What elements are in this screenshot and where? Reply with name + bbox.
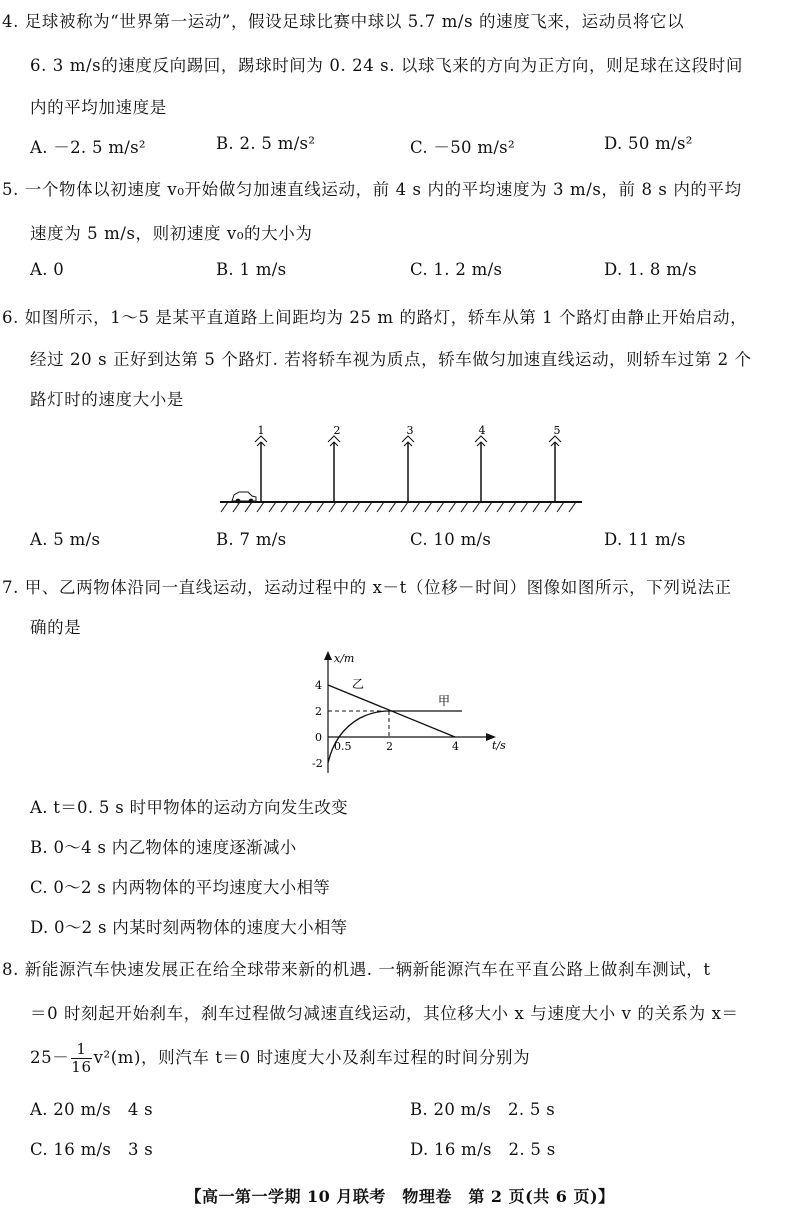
q8-stem-line3: [30, 1038, 530, 1078]
q8-option-d: D. 16 m/s 2. 5 s: [410, 1140, 556, 1159]
q4-stem-line2: 6. 3 m/s的速度反向踢回，踢球时间为 0. 24 s. 以球飞来的方向为正方向，则足球在这段时间: [30, 56, 743, 75]
lamp-label-3: 3: [406, 424, 414, 437]
q6-option-b: B. 7 m/s: [216, 530, 287, 549]
q8-option-c: C. 16 m/s 3 s: [30, 1140, 154, 1159]
q5-option-a: A. 0: [30, 260, 65, 279]
q5-stem-line1: 5. 一个物体以初速度 v₀开始做匀加速直线运动，前 4 s 内的平均速度为 3 m/s，前 8 s 内的平均: [2, 180, 742, 199]
q4-option-b: B. 2. 5 m/s²: [216, 134, 316, 153]
q5-option-c: C. 1. 2 m/s: [410, 260, 503, 279]
q7-stem-line2: 确的是: [30, 618, 82, 637]
street-lamp-4: [475, 424, 487, 502]
y-tick-neg2: -2: [312, 757, 323, 770]
q8-formula-suffix: v²(m)，则汽车 t＝0 时速度大小及刹车过程的时间分别为: [93, 1048, 531, 1067]
lamp-label-2: 2: [333, 424, 341, 437]
q6-option-c: C. 10 m/s: [410, 530, 492, 549]
q8-stem-line1: 8. 新能源汽车快速发展正在给全球带来新的机遇. 一辆新能源汽车在平直公路上做刹车测试，t: [2, 960, 711, 979]
lamp-label-5: 5: [553, 424, 561, 437]
street-lamp-3: [402, 424, 414, 502]
x-axis-label: t/s: [492, 739, 506, 752]
street-lamp-2: [328, 424, 341, 502]
lamp-label-1: 1: [257, 424, 265, 437]
q8-formula-prefix: 25－: [30, 1048, 70, 1067]
x-t-graph: [300, 645, 530, 775]
y-tick-2: 2: [315, 705, 322, 718]
page-footer: 【高一第一学期 10 月联考 物理卷 第 2 页(共 6 页)】: [185, 1187, 615, 1206]
y-tick-4: 4: [315, 679, 322, 692]
x-tick-4: 4: [452, 740, 459, 753]
q7-option-a: A. t＝0. 5 s 时甲物体的运动方向发生改变: [30, 798, 348, 817]
q8-option-b: B. 20 m/s 2. 5 s: [410, 1100, 556, 1119]
q8-fraction: [71, 1041, 91, 1076]
q8-option-a: A. 20 m/s 4 s: [30, 1100, 153, 1119]
q7-option-c: C. 0～2 s 内两物体的平均速度大小相等: [30, 878, 331, 897]
q4-option-c: C. －50 m/s²: [410, 138, 515, 157]
y-axis-label: x/m: [334, 652, 355, 665]
q7-option-d: D. 0～2 s 内某时刻两物体的速度大小相等: [30, 918, 348, 937]
q4-option-a: A. －2. 5 m/s²: [30, 138, 146, 157]
q4-option-d: D. 50 m/s²: [604, 134, 693, 153]
q6-stem-line1: 6. 如图所示，1～5 是某平直道路上间距均为 25 m 的路灯，轿车从第 1 个路灯由静止开始启动，: [2, 308, 748, 327]
q8-stem-line2: ＝0 时刻起开始刹车，刹车过程做匀减速直线运动，其位移大小 x 与速度大小 v 的关系为 x＝: [30, 1004, 739, 1023]
q7-stem-line1: 7. 甲、乙两物体沿同一直线运动，运动过程中的 x－t（位移－时间）图像如图所示，下列说法正: [2, 578, 732, 597]
label-yi: 乙: [352, 677, 365, 691]
q6-option-d: D. 11 m/s: [604, 530, 686, 549]
lamp-label-4: 4: [478, 424, 486, 437]
q8-fraction-numerator: 1: [71, 1041, 91, 1059]
q8-fraction-denominator: 16: [71, 1058, 92, 1076]
q5-option-d: D. 1. 8 m/s: [604, 260, 697, 279]
origin-label: 0: [315, 731, 322, 744]
q4-stem-line3: 内的平均加速度是: [30, 98, 167, 117]
street-lamp-1: [255, 424, 267, 502]
x-tick-2: 2: [386, 740, 393, 753]
street-lamp-5: [549, 424, 561, 502]
q6-stem-line3: 路灯时的速度大小是: [30, 390, 184, 409]
q5-option-b: B. 1 m/s: [216, 260, 287, 279]
street-lamps-figure: [210, 420, 600, 520]
q6-option-a: A. 5 m/s: [30, 530, 101, 549]
label-jia: 甲: [438, 694, 451, 708]
q4-stem-line1: 4. 足球被称为“世界第一运动”，假设足球比赛中球以 5.7 m/s 的速度飞来，运动员将它以: [2, 12, 685, 31]
q6-stem-line2: 经过 20 s 正好到达第 5 个路灯. 若将轿车视为质点，轿车做匀加速直线运动，则轿车过第 2 个: [30, 350, 752, 369]
q5-stem-line2: 速度为 5 m/s，则初速度 v₀的大小为: [30, 224, 313, 243]
q7-option-b: B. 0～4 s 内乙物体的速度逐渐减小: [30, 838, 297, 857]
x-tick-0.5: 0.5: [334, 740, 352, 753]
